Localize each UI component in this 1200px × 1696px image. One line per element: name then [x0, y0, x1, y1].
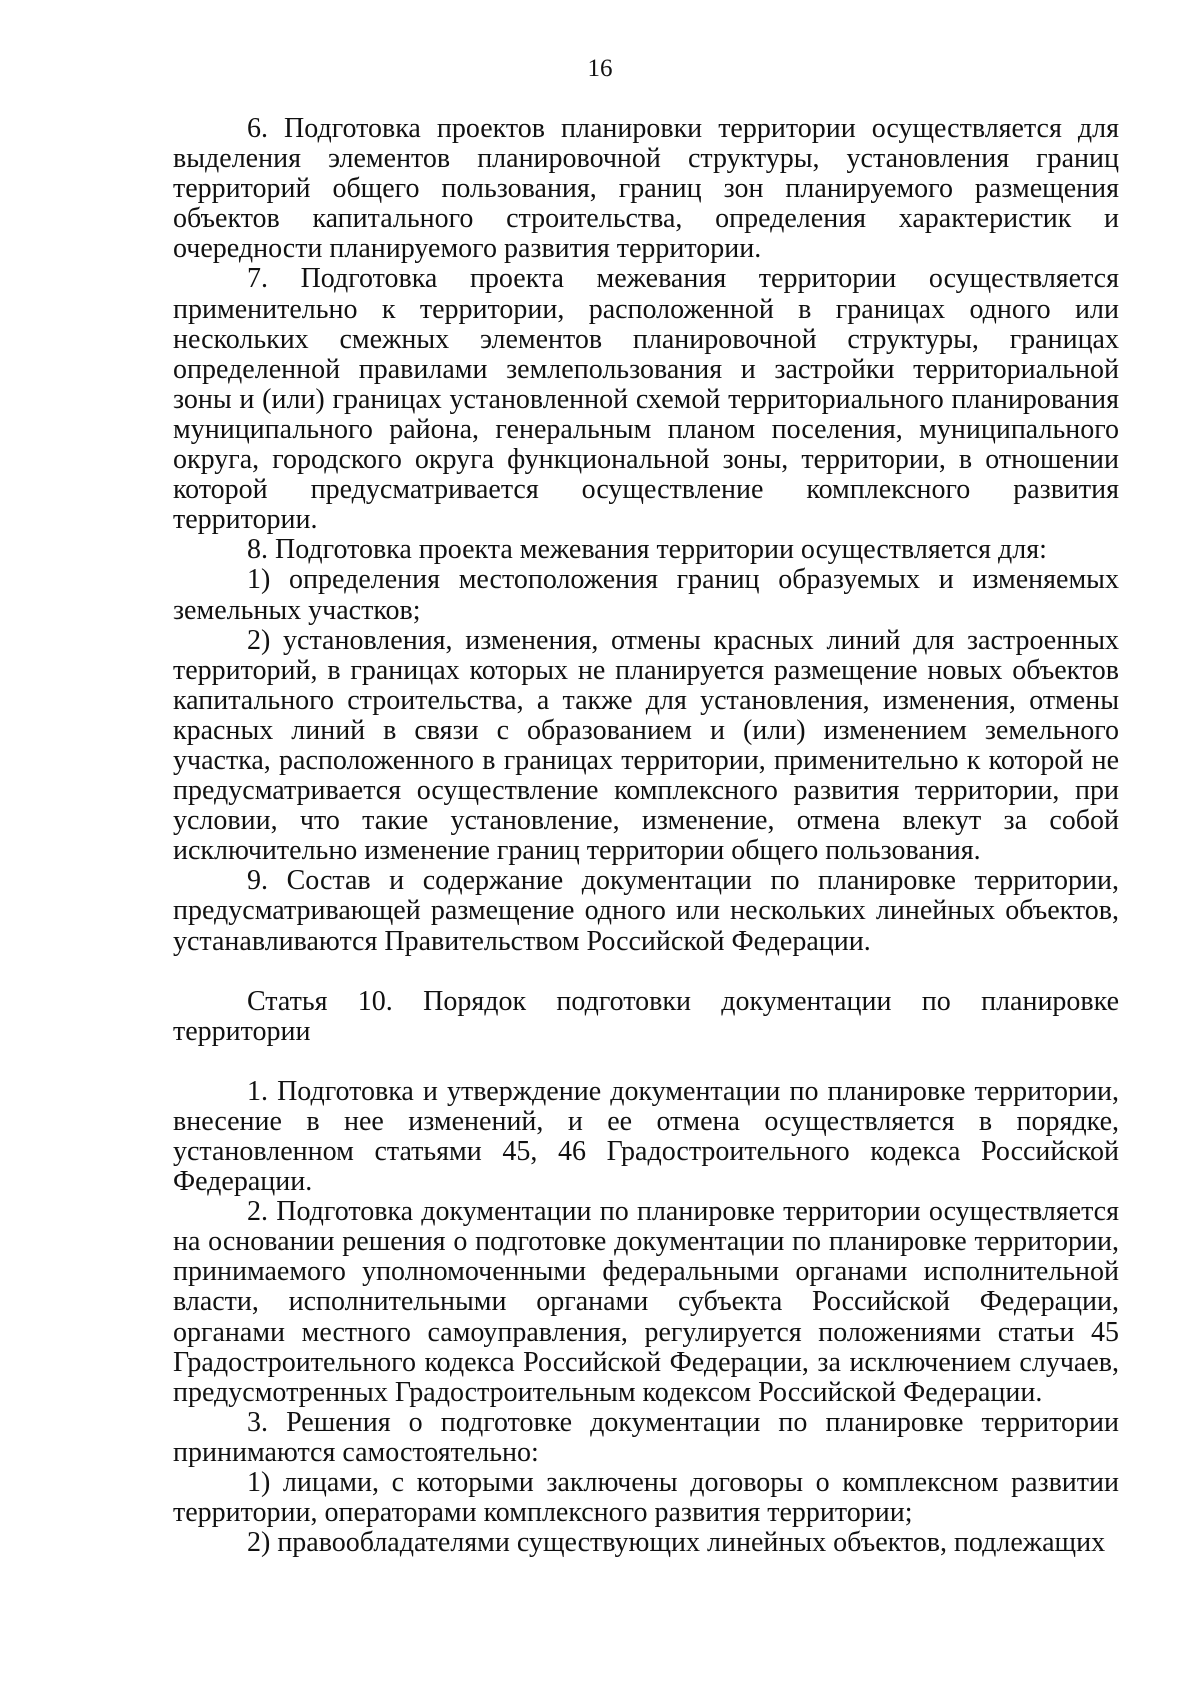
article-10-paragraph-1: 1. Подготовка и утверждение документации по планировке территории, внесение в нее изменений, и ее отмена осуществляется в порядке, установленном статьями 45, 46 Градостроительного кодекса Российской Федерации.: [173, 1075, 1119, 1198]
article-10-paragraph-3-item-1: 1) лицами, с которыми заключены договоры о комплексном развитии территории, операторами комплексного развития территории;: [173, 1467, 1119, 1529]
paragraph-6: 6. Подготовка проектов планировки территории осуществляется для выделения элементов планировочной структуры, установления границ территорий общего пользования, границ зон планируемого размещения объектов капитального строительства, определения характеристик и очередности планируемого развития территории.: [173, 113, 1119, 265]
document-body: [173, 114, 1119, 1558]
paragraph-8: 8. Подготовка проекта межевания территории осуществляется для:: [247, 534, 1047, 566]
paragraph-7: 7. Подготовка проекта межевания территории осуществляется применительно к территории, расположенной в границах одного или нескольких смежных элементов планировочной структуры, границах определенной правилами землепользования и застройки территориальной зоны и (или) границах установленной схемой территориального планирования муниципального района, генеральным планом поселения, муниципального округа, городского округа функциональной зоны, территории, в отношении которой предусматривается осуществление комплексного развития территории.: [173, 263, 1119, 536]
article-10-paragraph-3: 3. Решения о подготовке документации по планировке территории принимаются самостоятельно:: [173, 1406, 1119, 1468]
article-heading: Статья 10. Порядок подготовки документации по планировке территории: [173, 985, 1119, 1047]
article-10-paragraph-2: 2. Подготовка документации по планировке территории осуществляется на основании решения о подготовке документации по планировке территории, принимаемого уполномоченными федеральными органами исполнительной власти, исполнительными органами субъекта Российской Федерации, органами местного самоуправления, регулируется положениями статьи 45 Градостроительного кодекса Российской Федерации, за исключением случаев, предусмотренных Градостроительным кодексом Российской Федерации.: [173, 1196, 1119, 1408]
paragraph-8-item-1: 1) определения местоположения границ образуемых и изменяемых земельных участков;: [173, 564, 1119, 626]
paragraph-8-item-2: 2) установления, изменения, отмены красных линий для застроенных территорий, в границах которых не планируется размещение новых объектов капитального строительства, а также для установления, изменения, отмены красных линий в связи с образованием и (или) изменением земельного участка, расположенного в границах территории, применительно к которой не предусматривается осуществление комплексного развития территории, при условии, что такие установление, изменение, отмена влекут за собой исключительно изменение границ территории общего пользования.: [173, 624, 1119, 867]
page-number: 16: [587, 55, 613, 82]
paragraph-9: 9. Состав и содержание документации по планировке территории, предусматривающей размещение одного или нескольких линейных объектов, устанавливаются Правительством Российской Федерации.: [173, 865, 1119, 957]
article-10-paragraph-3-item-2: 2) правообладателями существующих линейных объектов, подлежащих: [247, 1527, 1106, 1559]
